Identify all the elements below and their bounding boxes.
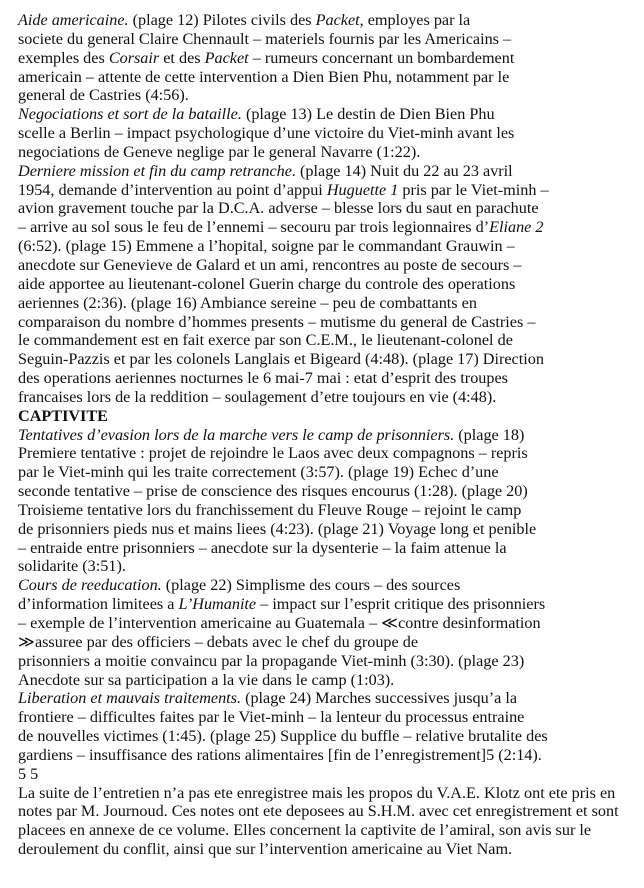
section-tentatives-evasion [18,426,638,577]
text-line [18,162,638,181]
text-line [18,11,638,30]
text-run: deroulement du conflit, ainsi que sur l’intervention americaine au Viet Nam. [18,840,513,859]
text-line [18,331,638,350]
text-run: La suite de l’entretien n’a pas ete enregistree mais les propos du V.A.E. Klotz ont ete pris en [18,783,616,802]
text-run: Troisieme tentative lors du franchissement du Fleuve Rouge – rejoint le camp [18,500,522,519]
text-line [18,30,638,49]
italic-title: Huguette 1 [326,180,399,199]
italic-title: Tentatives d’evasion lors de la marche vers le camp de prisonniers. [18,425,455,444]
text-run: (6:52). (plage 15) Emmene a l’hopital, soigne par le commandant Grauwin – [18,237,515,256]
text-run: – impact sur l’esprit critique des prisonniers [256,595,546,614]
text-run: des operations aeriennes nocturnes le 6 mai-7 mai : etat d’esprit des troupes [18,369,508,388]
text-run: prisonniers a moitie convaincu par la propagande Viet-minh (3:30). (plage 23) [18,651,525,670]
text-line [18,765,638,784]
text-run: societe du general Claire Chennault – materiels fournis par les Americains – [18,29,512,48]
text-run: de prisonniers pieds nus et mains liees (4:23). (plage 21) Voyage long et penible [18,519,537,538]
text-run: (plage 24) Marches successives jusqu’a la [241,689,518,708]
text-run: – exemple de l’intervention americaine au Guatemala – ≪contre desinformation [18,614,541,632]
text-line [18,746,638,765]
text-line [18,218,638,237]
text-line [18,821,638,840]
text-line [18,727,638,746]
text-line [18,199,638,218]
italic-title: Corsair [108,48,160,67]
text-line [18,539,638,558]
text-run: et des [159,48,205,67]
text-line [18,124,638,143]
text-run: gardiens – insuffisance des rations alimentaires [fin de l’enregistrement]5 (2:14). [18,745,542,764]
text-line [18,49,638,68]
text-run: americain – attente de cette intervention a Dien Bien Phu, notamment par le [18,67,510,86]
text-line [18,633,638,652]
text-run: (plage 14) Nuit du 22 au 23 avril [296,161,513,180]
text-line [18,595,638,614]
italic-title: Eliane 2 [489,218,544,237]
text-run: notes par M. Journoud. Ces notes ont ete deposees au S.H.M. avec cet enregistrement et sont [18,802,619,821]
italic-title: L’Humanite [178,595,257,614]
text-line [18,689,638,708]
italic-title: Packet [315,11,360,29]
text-run: (plage 13) Le destin de Dien Bien Phu [241,105,495,124]
text-line [18,294,638,313]
text-line [18,802,638,821]
section-note-finale [18,784,638,859]
text-run: aeriennes (2:36). (plage 16) Ambiance sereine – peu de combattants en [18,293,477,312]
italic-title: Liberation et mauvais traitements. [18,689,242,708]
text-line [18,444,638,463]
text-run: comparaison du nombre d’hommes presents – mutisme du general de Castries – [18,312,536,331]
italic-title: Packet [204,48,249,67]
text-line [18,482,638,501]
section-aide-americaine [18,11,638,105]
section-negociations [18,105,638,162]
text-line [18,86,638,105]
text-run: (plage 18) [454,425,525,444]
italic-title: Cours de reeducation. [18,576,162,595]
text-line [18,708,638,727]
text-run: d’information limitees a [18,595,179,614]
text-line [18,256,638,275]
text-run: francaises lors de la reddition – soulagement d’etre toujours en vie (4:48). [18,387,497,406]
text-run: ≫assuree par des officiers – debats avec le chef du groupe de [18,632,419,651]
text-run: general de Castries (4:56). [18,86,189,105]
text-run: – arrive au sol sous le feu de l’ennemi – secouru par trois legionnaires d’ [18,218,490,237]
section-heading: CAPTIVITE [18,406,108,425]
text-line [18,501,638,520]
document-body [18,11,638,859]
text-run: frontiere – difficultes faites par le Viet-minh – la lenteur du processus entraine [18,708,525,727]
text-run: – rumeurs concernant un bombardement [248,48,515,67]
text-run: solidarite (3:51). [18,557,126,576]
text-run: le commandement est en fait exerce par son C.E.M., le lieutenant-colonel de [18,331,513,350]
text-line [18,388,638,407]
text-line [18,520,638,539]
text-run: pris par le Viet-minh – [398,180,549,199]
text-line [18,313,638,332]
text-run: Anecdote sur sa participation a la vie dans le camp (1:03). [18,670,395,689]
text-line [18,143,638,162]
text-run: , employes par la [359,11,471,29]
text-line [18,350,638,369]
text-run: 5 5 [18,764,39,783]
text-run: aide apportee au lieutenant-colonel Guerin charge du controle des operations [18,274,516,293]
text-run: de nouvelles victimes (1:45). (plage 25) Supplice du buffle – relative brutalite des [18,727,548,746]
italic-title: Aide americaine. [18,11,129,29]
text-run: Seguin-Pazzis et par les colonels Langlais et Bigeard (4:48). (plage 17) Direction [18,350,544,369]
text-line [18,275,638,294]
text-line [18,68,638,87]
text-line [18,407,638,426]
text-line [18,652,638,671]
section-cours-reeducation [18,576,638,689]
text-line [18,557,638,576]
text-line [18,784,638,803]
text-run: scelle a Berlin – impact psychologique d’une victoire du Viet-minh avant les [18,124,515,143]
section-derniere-mission [18,162,638,407]
italic-title: Negociations et sort de la bataille. [18,105,242,124]
text-run: negociations de Geneve neglige par le general Navarre (1:22). [18,142,421,161]
text-line [18,576,638,595]
text-run: avion gravement touche par la D.C.A. adverse – blesse lors du saut en parachute [18,199,539,218]
text-line [18,237,638,256]
text-run: 1954, demande d’intervention au point d’appui [18,180,327,199]
text-run: (plage 12) Pilotes civils des [128,11,316,29]
text-run: – entraide entre prisonniers – anecdote sur la dysenterie – la faim attenue la [18,538,507,557]
text-run: par le Viet-minh qui les traite correctement (3:57). (plage 19) Echec d’une [18,463,499,482]
section-captivite-heading [18,407,638,426]
section-liberation [18,689,638,783]
text-run: (plage 22) Simplisme des cours – des sources [161,576,461,595]
text-line [18,369,638,388]
text-run: anecdote sur Genevieve de Galard et un ami, rencontres au poste de secours – [18,255,522,274]
text-run: exemples des [18,48,109,67]
text-line [18,840,638,859]
text-line [18,614,638,633]
text-line [18,671,638,690]
text-line [18,463,638,482]
text-line [18,105,638,124]
text-line [18,181,638,200]
text-run: placees en annexe de ce volume. Elles concernent la captivite de l’amiral, son avis sur le [18,821,592,840]
text-line [18,426,638,445]
italic-title: Derniere mission et fin du camp retranche. [18,161,296,180]
text-run: seconde tentative – prise de conscience des risques encourus (1:28). (plage 20) [18,482,528,501]
text-run: Premiere tentative : projet de rejoindre le Laos avec deux compagnons – repris [18,444,528,463]
